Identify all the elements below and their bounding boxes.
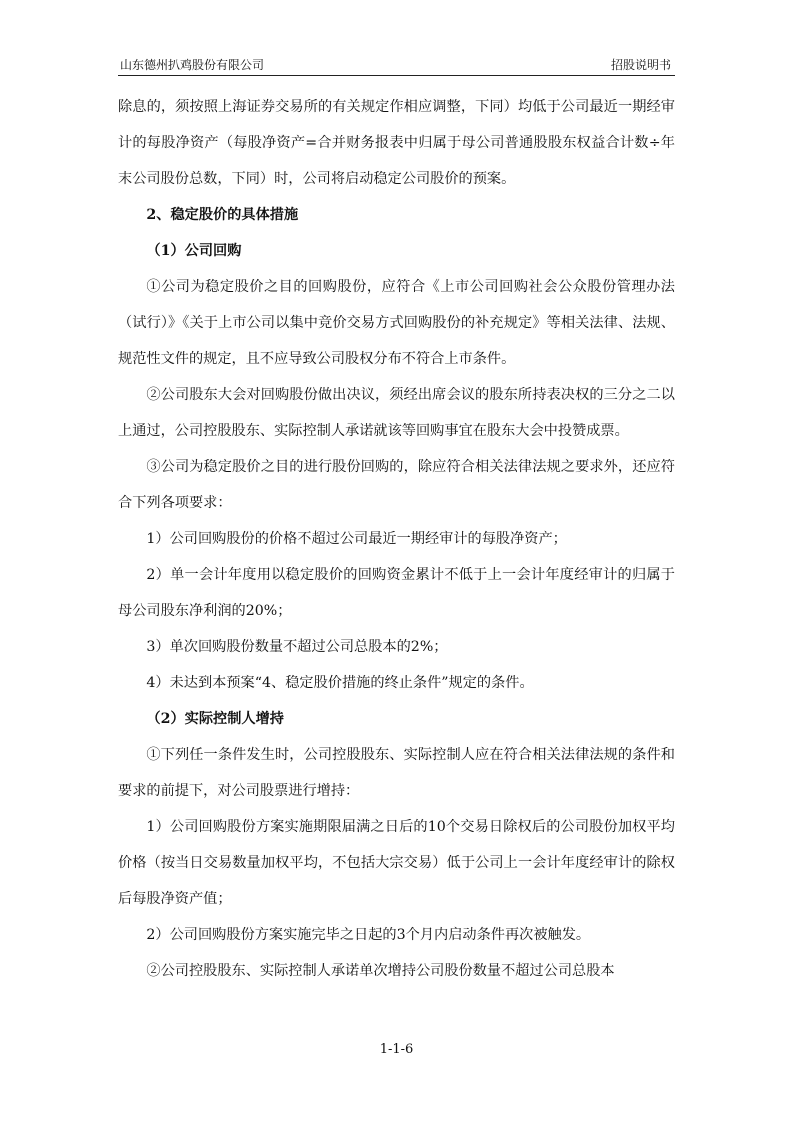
subsection-heading-buyback: （1）公司回购: [146, 243, 242, 259]
section-heading-measures: 2、稳定股价的具体措施: [146, 207, 299, 223]
list-item-condition-2: 2）公司回购股份方案实施完毕之日起的3个月内启动条件再次被触发。: [146, 927, 591, 943]
paragraph-increase-limit: ②公司控股股东、实际控制人承诺单次增持公司股份数量不超过公司总股本: [146, 963, 615, 979]
list-item-requirement-1: 1）公司回购股份的价格不超过公司最近一期经审计的每股净资产；: [146, 531, 567, 547]
list-item-requirement-4: 4）未达到本预案“4、稳定股价措施的终止条件”规定的条件。: [146, 675, 534, 691]
list-item-requirement-2: 2）单一会计年度用以稳定股价的回购资金累计不低于上一会计年度经审计的归属于母公司股东净利润的20%；: [118, 567, 675, 619]
page-header: [118, 54, 675, 76]
subsection-heading-controller-increase: （2）实际控制人增持: [146, 711, 284, 727]
page-number: 1-1-6: [379, 1042, 414, 1057]
paragraph-buyback-requirements: ③公司为稳定股价之目的进行股份回购的，除应符合相关法律法规之要求外，还应符合下列各项要求：: [118, 459, 675, 511]
paragraph-increase-conditions: ①下列任一条件发生时，公司控股股东、实际控制人应在符合相关法律法规的条件和要求的前提下，对公司股票进行增持：: [118, 747, 675, 799]
document-body: [118, 89, 675, 989]
paragraph-shareholder-resolution: ②公司股东大会对回购股份做出决议，须经出席会议的股东所持表决权的三分之二以上通过，公司控股股东、实际控制人承诺就该等回购事宜在股东大会中投赞成票。: [118, 387, 675, 439]
paragraph-continuation: 除息的，须按照上海证券交易所的有关规定作相应调整，下同）均低于公司最近一期经审计的每股净资产（每股净资产=合并财务报表中归属于母公司普通股股东权益合计数÷年末公司股份总数，下同）时，公司将启动稳定公司股价的预案。: [118, 99, 675, 187]
header-document-type: 招股说明书: [610, 58, 671, 72]
header-divider: [118, 75, 675, 76]
paragraph-buyback-compliance: ①公司为稳定股价之目的回购股份，应符合《上市公司回购社会公众股份管理办法（试行）》《关于上市公司以集中竞价交易方式回购股份的补充规定》等相关法律、法规、规范性文件的规定，且不应导致公司股权分布不符合上市条件。: [118, 279, 675, 367]
list-item-requirement-3: 3）单次回购股份数量不超过公司总股本的2%；: [146, 639, 448, 655]
header-company-name: 山东德州扒鸡股份有限公司: [120, 58, 265, 72]
list-item-condition-1: 1）公司回购股份方案实施期限届满之日后的10个交易日除权后的公司股份加权平均价格（按当日交易数量加权平均，不包括大宗交易）低于公司上一会计年度经审计的除权后每股净资产值；: [118, 819, 675, 907]
